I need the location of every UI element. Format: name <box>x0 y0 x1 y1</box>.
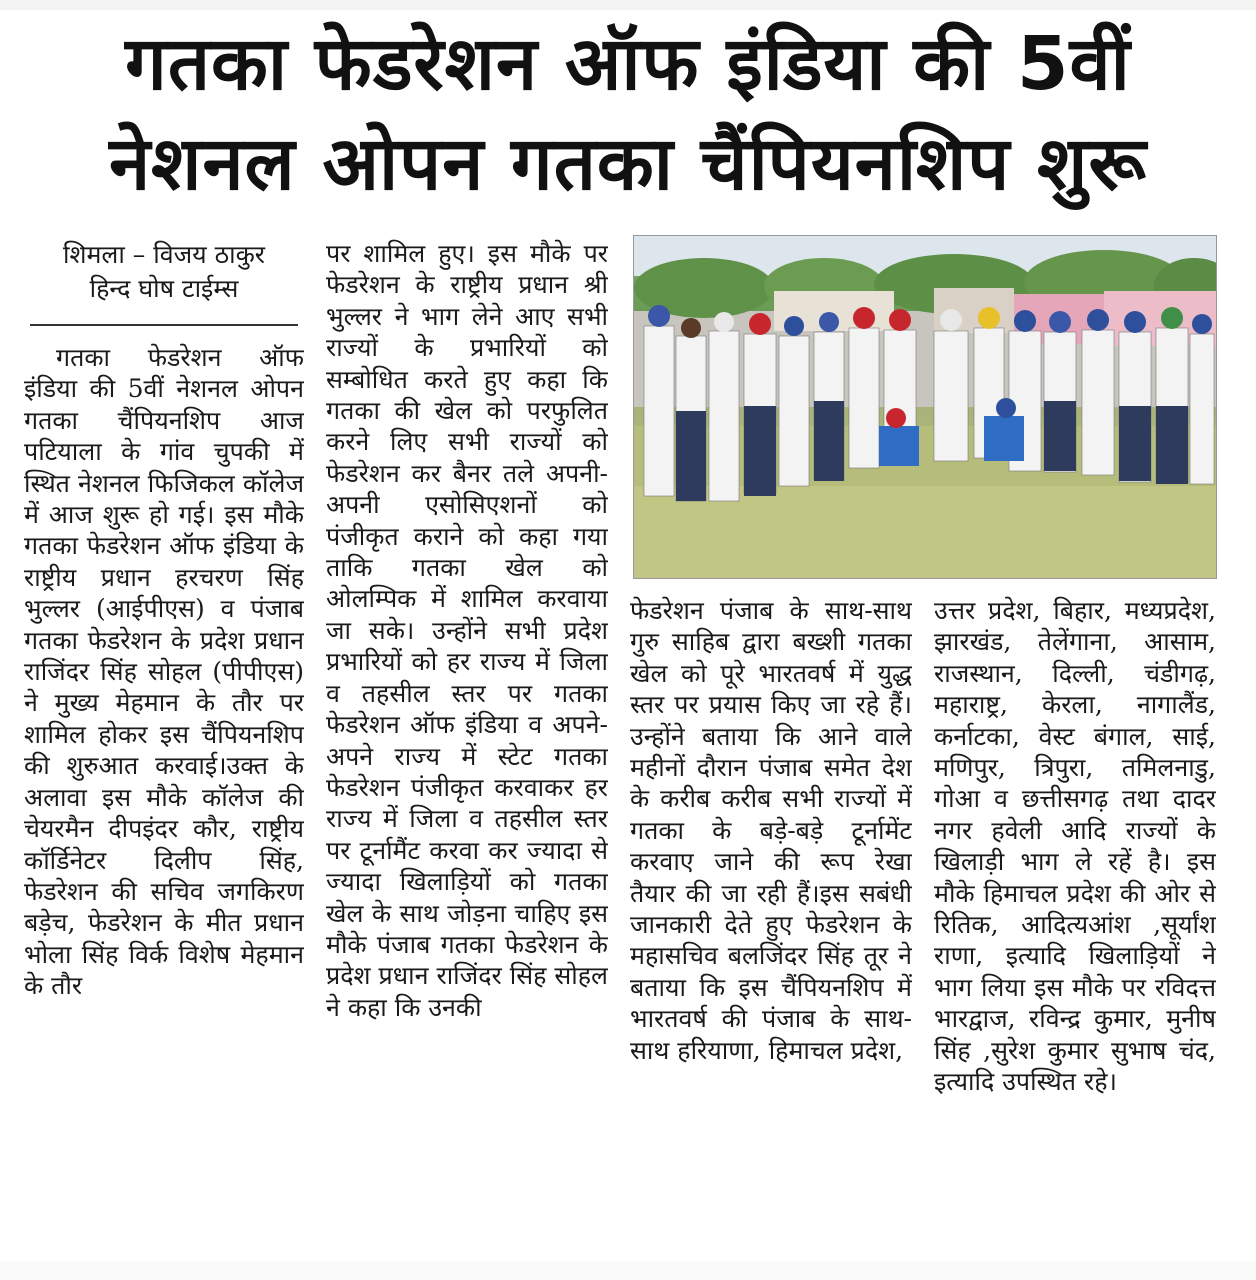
group-photo-icon <box>634 236 1216 578</box>
top-rule <box>0 0 1256 10</box>
article-text-col-3: फेडरेशन पंजाब के साथ-साथ गुरु साहिब द्वारा बख्शी गतका खेल को पूरे भारतवर्ष में युद्ध स्तर पर प्रयास किए जा रहे हैं। उन्होंने बताया कि आने वाले महीनों दौरान पंजाब समेत देश के करीब करीब सभी राज्यों में गतका के बड़े-बड़े टूर्नामेंट करवाए जाने की रूप रेखा तैयार की जा रही हैं।इस सबंधी जानकारी देते हुए फेडरेशन के महासचिव बलजिंदर सिंह तूर ने बताया कि इस चैंपियनशिप में भारतवर्ष की पंजाब के साथ-साथ हरियाणा, हिमाचल प्रदेश, <box>630 596 912 1065</box>
article-column-3 <box>630 595 912 1258</box>
bottom-strip <box>0 1262 1256 1280</box>
byline-author: शिमला – विजय ठाकुर <box>62 240 266 269</box>
article-text-col-2: पर शामिल हुए। इस मौके पर फेडरेशन के राष्ट्रीय प्रधान श्री भुल्लर ने भाग लेने आए सभी राज्यों के प्रभारियों को सम्बोधित करते हुए कहा कि गतका की खेल को परफुलित करने लिए सभी राज्यों को फेडरेशन कर बैनर तले अपनी-अपनी एसोसिएशनों को पंजीकृत कराने को कहा गया ताकि गतका खेल को ओलम्पिक में शामिल करवाया जा सके। उन्होंने सभी प्रदेश प्रभारियों को हर राज्य में जिला व तहसील स्तर पर गतका फेडरेशन ऑफ इंडिया व अपने-अपने राज्य में स्टेट गतका फेडरेशन पंजीकृत करवाकर हर राज्य में जिला व तहसील स्तर पर टूर्नामैंट करवा कर ज्यादा से ज्यादा खिलाड़ियों को गतका खेल के साथ जोड़ना चाहिए इस मौके पंजाब गतका फेडरेशन के प्रदेश प्रधान राजिंदर सिंह सोहल ने कहा कि उनकी <box>326 239 608 1022</box>
byline <box>24 238 304 306</box>
byline-publication: हिन्द घोष टाईम्स <box>89 274 239 303</box>
article-text-col-1: गतका फेडरेशन ऑफ इंडिया की 5वीं नेशनल ओपन गतका चैंपियनशिप आज पटियाला के गांव चुपकी में स्थित नेशनल फिजिकल कॉलेज में आज शुरू हो गई। इस मौके गतका फेडरेशन ऑफ इंडिया के राष्ट्रीय प्रधान हरचरण सिंह भुल्लर (आईपीएस) व पंजाब गतका फेडरेशन के प्रदेश प्रधान राजिंदर सिंह सोहल (पीपीएस) ने मुख्य मेहमान के तौर पर शामिल होकर इस चैंपियनशिप की शुरुआत करवाई।उक्त के अलावा इस मौके कॉलेज की चेयरमैन दीपइंदर कौर, राष्ट्रीय कॉर्डिनेटर दिलीप सिंह, फेडरेशन की सचिव जगकिरण बड़ेच, फेडरेशन के मीत प्रधान भोला सिंह विर्क विशेष मेहमान के तौर <box>24 343 304 1001</box>
article-text-col-4: उत्तर प्रदेश, बिहार, मध्यप्रदेश, झारखंड, तेलेंगाना, आसाम, राजस्थान, दिल्ली, चंडीगढ़, महाराष्ट्र, केरला, नागालैंड, कर्नाटका, वेस्ट बंगाल, साई, मणिपुर, त्रिपुरा, तमिलनाडु, गोआ व छत्तीसगढ़ तथा दादर नगर हवेली आदि राज्यों के खिलाड़ी भाग ले रहें है। इस मौके हिमाचल प्रदेश की ओर से रितिक, आदित्यआंश ,सूर्यांश राणा, इत्यादि खिलाड़ियों ने भाग लिया इस मौके पर रविदत्त भारद्वाज, रविन्द्र कुमार, मुनीष सिंह ,सुरेश कुमार सुभाष चंद, इत्यादि उपस्थित रहे। <box>934 596 1216 1097</box>
news-photo <box>633 235 1217 579</box>
article-column-1 <box>24 238 304 1258</box>
article-column-4 <box>934 595 1216 1258</box>
headline-line-2: नेशनल ओपन गतका चैंपियनशिप शुरू <box>109 121 1147 207</box>
article-column-2 <box>326 238 608 1258</box>
headline-line-1: गतका फेडरेशन ऑफ इंडिया की 5वीं <box>125 21 1131 107</box>
headline <box>0 14 1256 214</box>
byline-divider <box>30 324 298 326</box>
